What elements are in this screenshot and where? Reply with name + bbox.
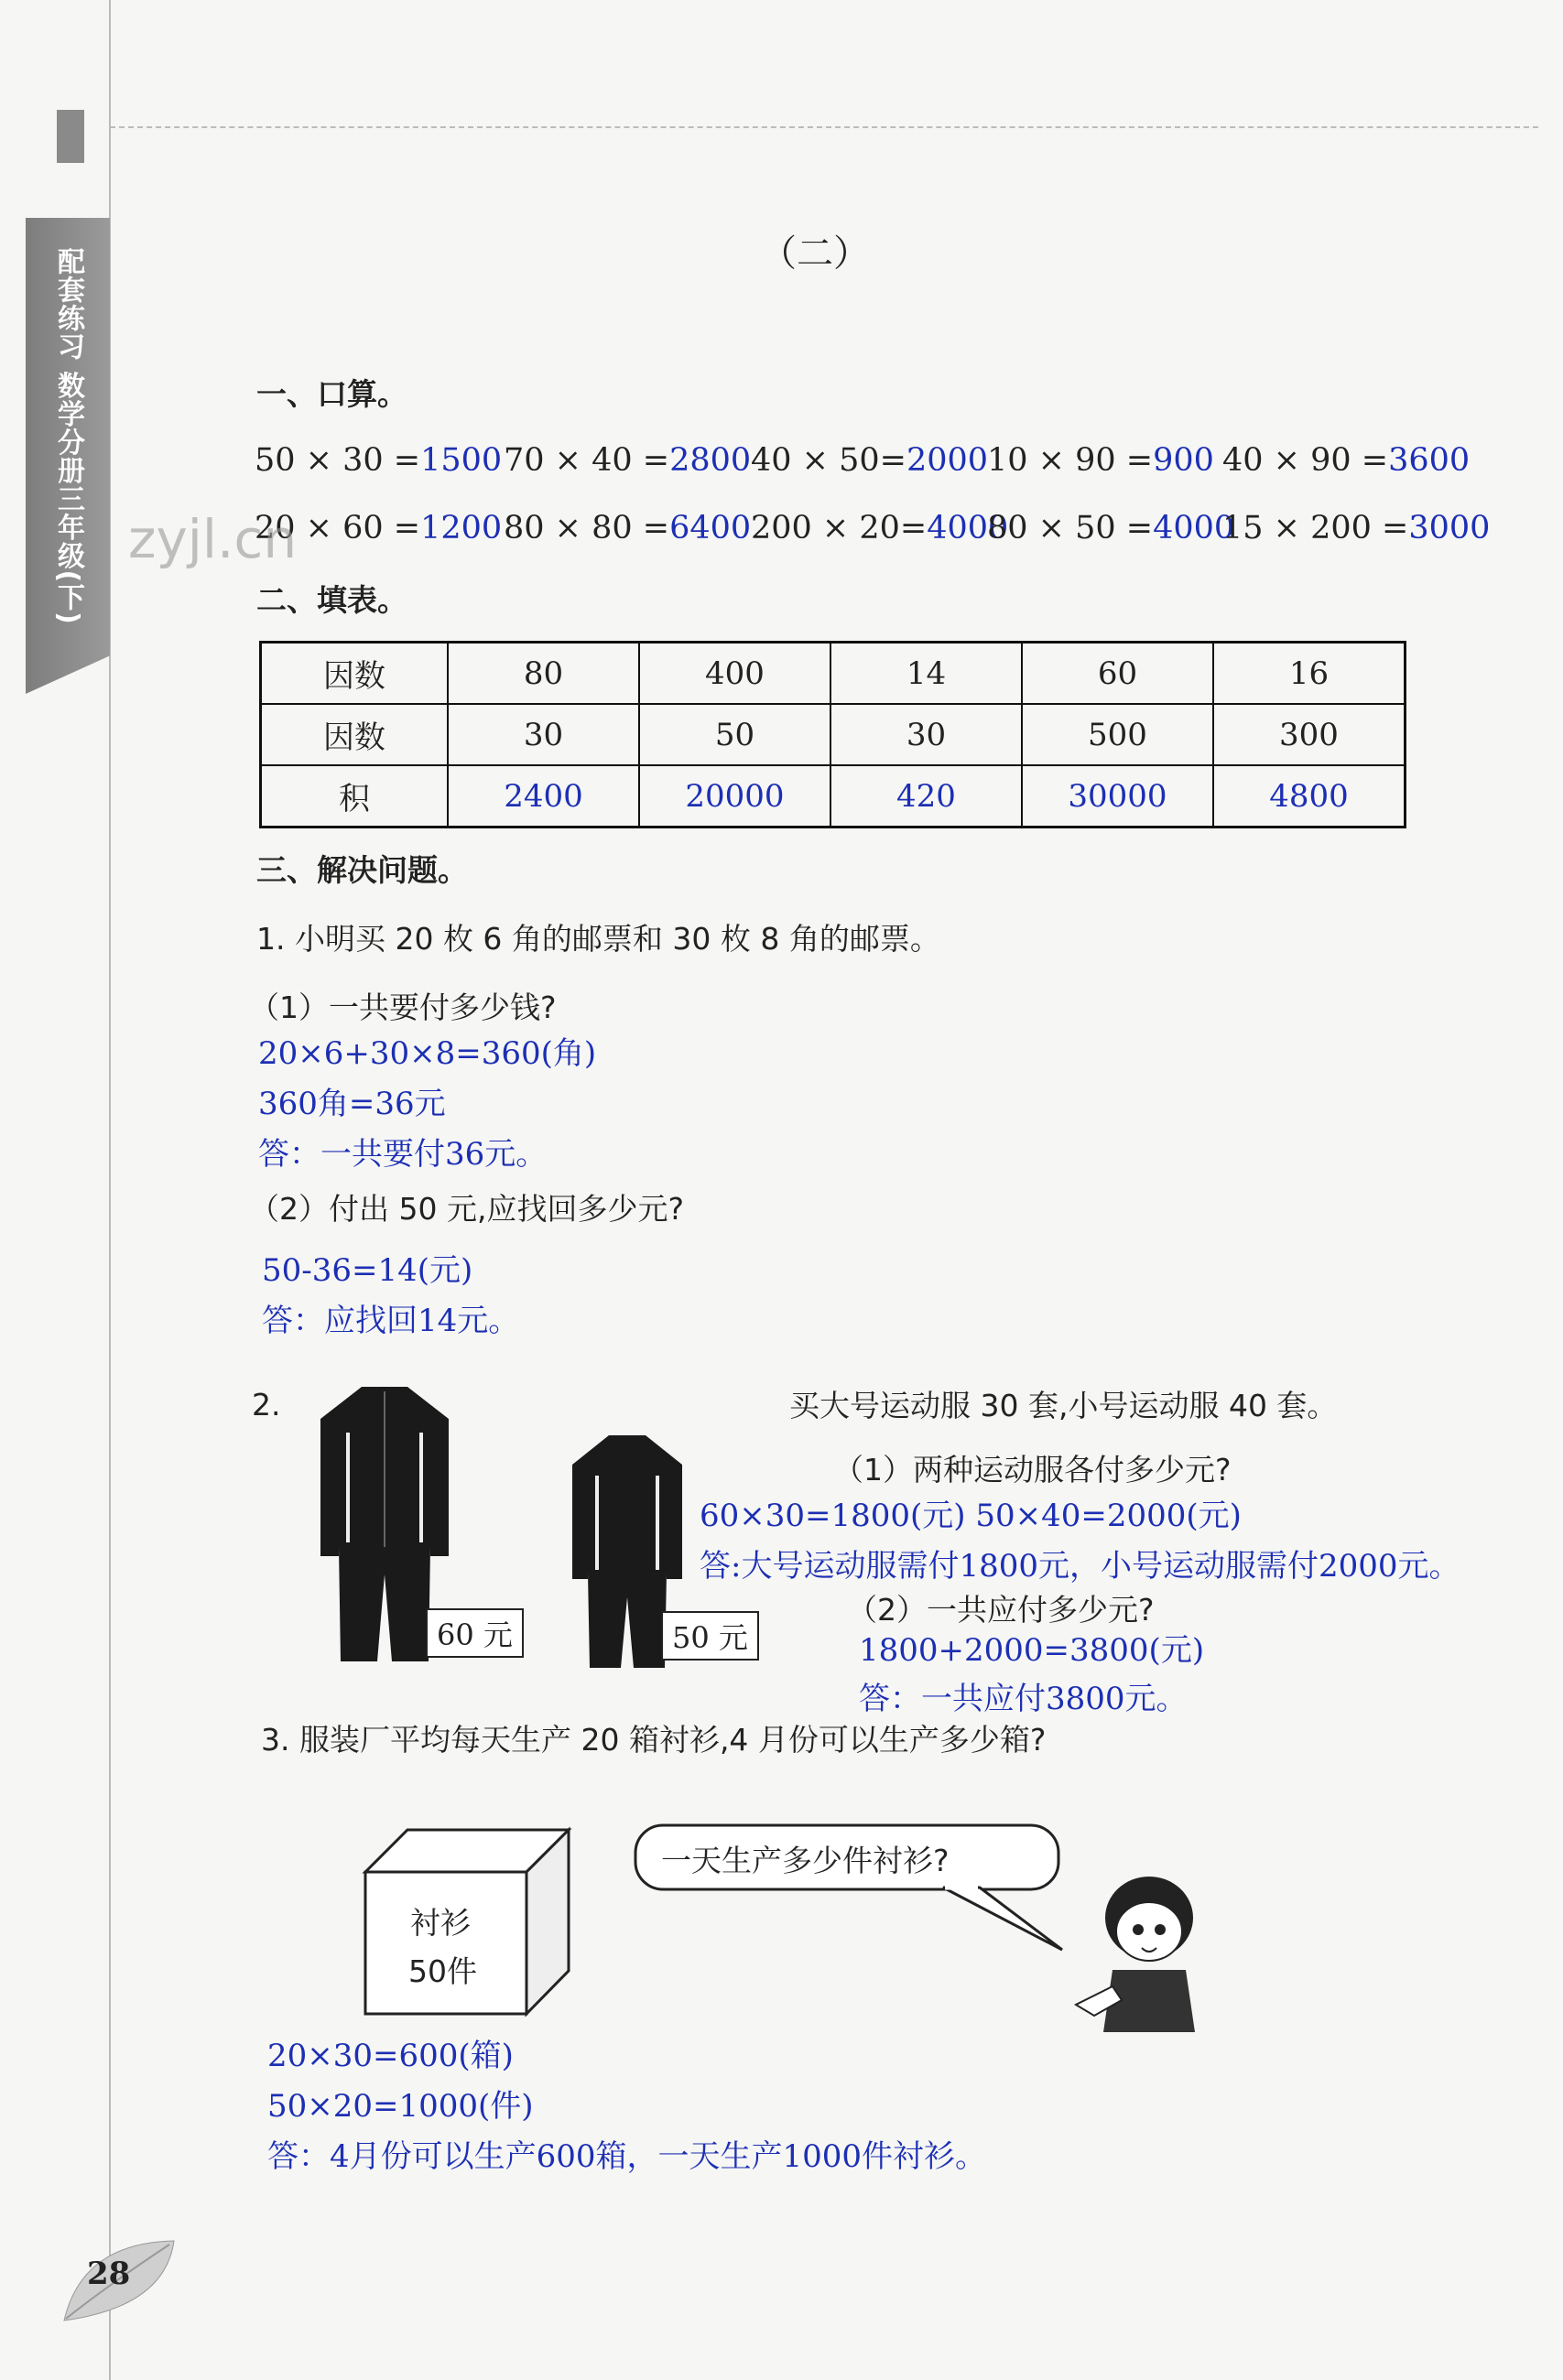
- question-1: 1. 小明买 20 枚 6 角的邮票和 30 枚 8 角的邮票。: [256, 921, 940, 957]
- calc-a: 1500: [420, 442, 503, 479]
- table-cell: 400: [639, 643, 830, 705]
- product-cell: 4800: [1213, 765, 1406, 828]
- calc-a: 900: [1153, 442, 1214, 479]
- table-cell: 500: [1022, 704, 1213, 765]
- question-2-text: 买大号运动服 30 套,小号运动服 40 套。: [789, 1388, 1338, 1423]
- table-cell: 16: [1213, 643, 1406, 705]
- calc-q: 20 × 60 =: [255, 510, 421, 546]
- calc-q: 80 × 80 =: [504, 510, 670, 546]
- calc-item: [751, 510, 1008, 546]
- row-header: 积: [261, 765, 449, 828]
- calc-item: [987, 442, 1214, 479]
- price-tag-small: 50 元: [661, 1611, 759, 1661]
- row-header: 因数: [261, 704, 449, 765]
- table-row: [261, 765, 1406, 828]
- cartoon-child-image: [1067, 1867, 1227, 2037]
- box-label-line2: 50件: [408, 1953, 477, 1989]
- calc-a: 6400: [669, 510, 752, 546]
- price-tag-large: 60 元: [426, 1608, 524, 1658]
- section2-heading: 二、填表。: [256, 582, 407, 618]
- product-cell: 20000: [639, 765, 830, 828]
- calc-q: 200 × 20=: [751, 510, 928, 546]
- calc-row-1: [255, 442, 502, 479]
- speech-bubble-text: 一天生产多少件衬衫?: [661, 1843, 950, 1878]
- section1-heading: 一、口算。: [256, 376, 407, 412]
- q1-sub2: （2）付出 50 元,应找回多少元?: [249, 1191, 684, 1227]
- calc-item: [504, 510, 751, 546]
- table-cell: 30: [830, 704, 1022, 765]
- table-row: [261, 643, 1406, 705]
- calc-item: [987, 510, 1234, 546]
- answer-line: 答：一共应付3800元。: [859, 1681, 1188, 1717]
- answer-line: 答：4月份可以生产600箱，一天生产1000件衬衫。: [267, 2138, 987, 2175]
- row-header: 因数: [261, 643, 449, 705]
- answer-line: 答:大号运动服需付1800元，小号运动服需付2000元。: [700, 1548, 1460, 1585]
- q2-sub2: （2）一共应付多少元?: [847, 1592, 1155, 1628]
- question-3: 3. 服装厂平均每天生产 20 箱衬衫,4 月份可以生产多少箱?: [261, 1722, 1047, 1758]
- sidebar-label: 配套练习 数学分册三年级(下): [52, 247, 84, 625]
- calc-a: 4000: [927, 510, 1009, 546]
- calc-a: 4000: [1153, 510, 1235, 546]
- answer-line: 1800+2000=3800(元): [859, 1632, 1205, 1669]
- calc-a: 2000: [906, 442, 989, 479]
- table-cell: 14: [830, 643, 1022, 705]
- calc-a: 3000: [1408, 510, 1491, 546]
- calc-q: 40 × 50=: [751, 442, 906, 479]
- answer-line: 60×30=1800(元) 50×40=2000(元): [700, 1498, 1242, 1534]
- answer-line: 20×6+30×8=360(角): [258, 1035, 597, 1072]
- product-cell: 30000: [1022, 765, 1213, 828]
- calc-item: [1222, 510, 1490, 546]
- calc-item: [751, 442, 988, 479]
- page-title: （二）: [760, 233, 870, 275]
- calc-q: 40 × 90 =: [1222, 442, 1389, 479]
- factor-table: [259, 641, 1406, 828]
- answer-line: 20×30=600(箱): [267, 2038, 514, 2074]
- q1-sub1: （1）一共要付多少钱?: [249, 990, 557, 1025]
- question-2-number: 2.: [252, 1387, 281, 1423]
- table-cell: 30: [448, 704, 639, 765]
- watermark: zyjl.cn: [128, 508, 298, 570]
- sidebar-tab: [57, 110, 84, 163]
- calc-item: [1222, 442, 1470, 479]
- product-cell: 2400: [448, 765, 639, 828]
- calc-q: 70 × 40 =: [504, 442, 670, 479]
- answer-line: 答：应找回14元。: [262, 1303, 520, 1339]
- table-cell: 80: [448, 643, 639, 705]
- calc-item: [504, 442, 751, 479]
- table-cell: 50: [639, 704, 830, 765]
- table-cell: 60: [1022, 643, 1213, 705]
- page-number: 28: [87, 2256, 131, 2292]
- answer-line: 50-36=14(元): [262, 1252, 473, 1289]
- calc-q: 10 × 90 =: [987, 442, 1154, 479]
- calc-a: 1200: [420, 510, 503, 546]
- section3-heading: 三、解决问题。: [256, 852, 468, 888]
- header-rule: [110, 126, 1538, 128]
- calc-q: 50 × 30 =: [255, 442, 421, 479]
- answer-line: 360角=36元: [258, 1086, 446, 1122]
- q2-sub1: （1）两种运动服各付多少元?: [833, 1452, 1232, 1488]
- answer-line: 答：一共要付36元。: [258, 1136, 548, 1173]
- calc-q: 15 × 200 =: [1222, 510, 1409, 546]
- calc-a: 3600: [1388, 442, 1471, 479]
- answer-line: 50×20=1000(件): [267, 2088, 534, 2125]
- calc-q: 80 × 50 =: [987, 510, 1154, 546]
- table-row: [261, 704, 1406, 765]
- table-cell: 300: [1213, 704, 1406, 765]
- box-label-line1: 衬衫: [410, 1905, 471, 1941]
- calc-a: 2800: [669, 442, 752, 479]
- product-cell: 420: [830, 765, 1022, 828]
